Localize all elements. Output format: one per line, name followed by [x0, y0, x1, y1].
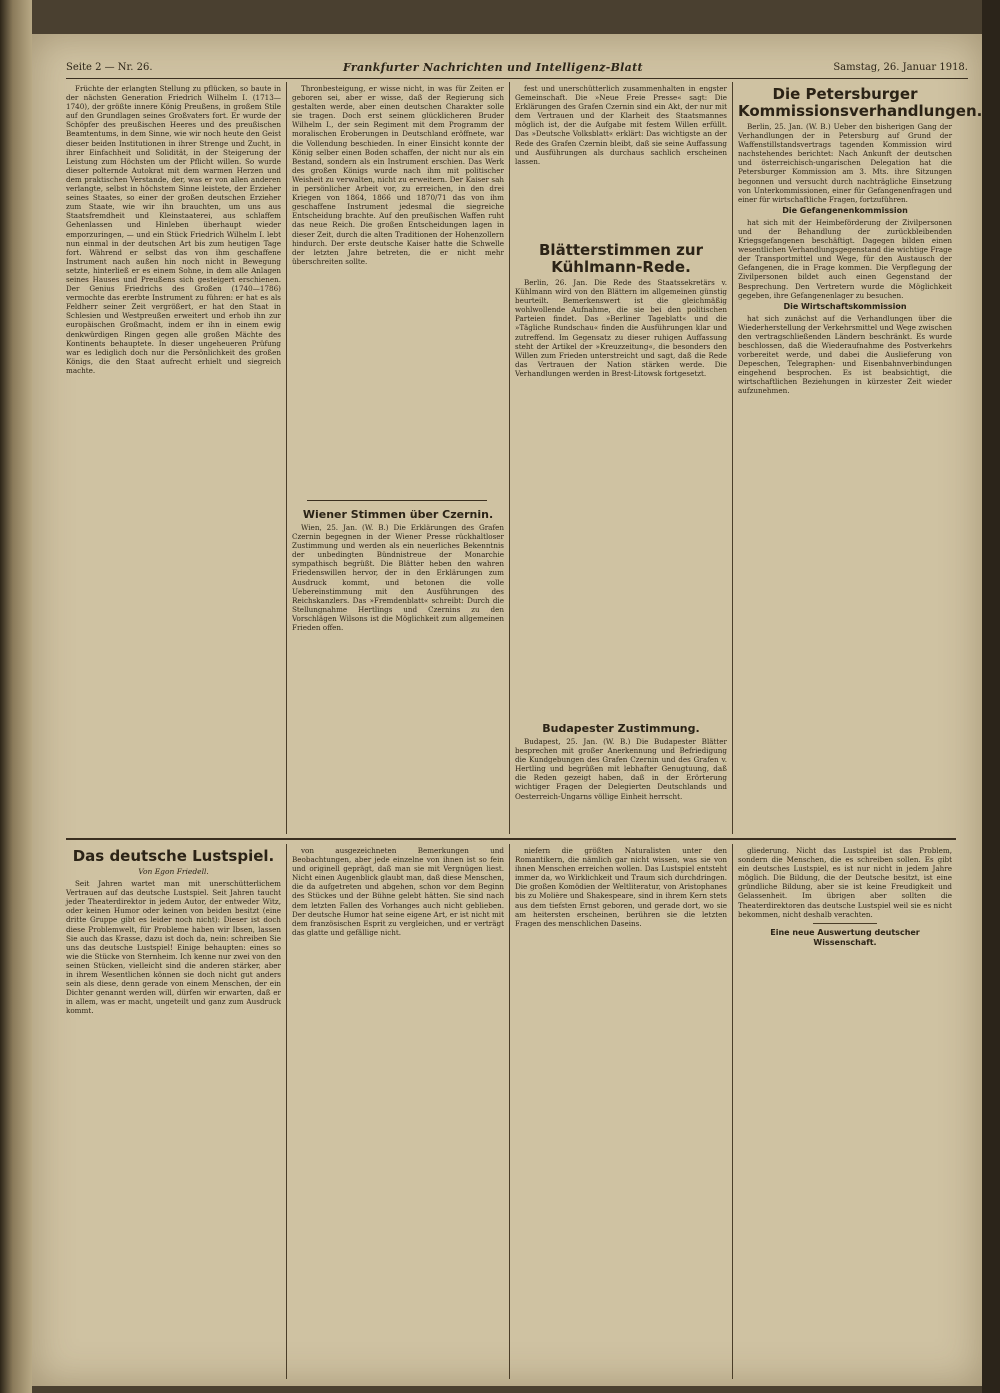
page-number: Seite 2 — Nr. 26.	[66, 61, 153, 73]
feuilleton-divider	[66, 838, 956, 840]
petersburger-title: Die Petersburger Kommissionsverhandlungen.	[738, 85, 983, 120]
closing-article-title: Eine neue Auswertung deutscher Wissenschaft.	[770, 927, 920, 947]
newspaper-title: Frankfurter Nachrichten und Intelligenz-Blatt	[342, 60, 643, 74]
short-divider	[813, 923, 877, 924]
feuilleton-column-3	[515, 846, 727, 1376]
wirtschaftskommission-title: Die Wirtschaftskommission	[783, 301, 907, 311]
feuilleton-column-2-text: von ausgezeichneten Bemerkungen und Beobachtungen, aber jede einzelne von ihnen ist so fein und originell geprägt, daß man sie mit Vergnügen liest. Nicht einen Augenblick glaubt man, daß diese Menschen, die da aufgetreten und abgehen, schon vor dem Beginn des Stückes und der Bühne gelebt hätten. Sie sind nach dem letzten Fallen des Vorhanges auch nicht geblieben. Der deutsche Humor hat seine eigene Art, er ist nicht mit dem französischen Esprit zu vergleichen, und er verträgt das glatte und gefällige nicht.	[292, 846, 504, 937]
budapester-title: Budapester Zustimmung.	[542, 722, 700, 735]
top-column-1-text: Früchte der erlangten Stellung zu pflücken, so baute in der nächsten Generation Friedrich Wilhelm I. (1713—1740), der größte innere König Preußens, in großem Stile auf den Grundlagen seines Großvaters fort. Er wurde der Schöpfer des preußischen Heeres und des preußischen Beamtentums, in dem Sinne, wie wir noch heute den Geist dieser beiden Institutionen in ihrer Strenge und Zucht, in ihrer Einfachheit und Solidität, in der Steigerung der Leistung zum Höchsten um der Pflicht willen. So wurde dieser polternde Autokrat mit dem warmen Herzen und dem praktischen Verstande, der, was er von allen anderen verlangte, selbst in höchstem Sinne leistete, der Erzieher seines Staates, so einer der großen deutschen Erzieher zum Staate, wie wir ihn brauchten, um uns aus Staatsfremdheit und Kleinstaaterei, aus schlaffem Gehenlassen und Hinleben überhaupt wieder emporzuringen, — und ein Stück Friedrich Wilhelm I. lebt nun einmal in der deutschen Art bis zum heutigen Tage fort. Während er selbst das von ihm geschaffene Instrument nach außen hin noch nicht in Bewegung setzte, hinterließ er es einem Sohne, in dem alle Anlagen seines Hauses und Preußens sich gesteigert erschienen. Der Genius Friedrichs des Großen (1740—1786) vermochte das ererbte Instrument zu führen: er hat es als Feldherr seiner Zeit vergrößert, er hat den Staat in Schlesien und Westpreußen erweitert und erhob ihn zur europäischen Großmacht, indem er ihn in einem ewig denkwürdigen Ringen gegen alle großen Mächte des Kontinents behauptete. In dieser ungeheueren Prüfung war es lediglich doch nur die Persönlichkeit des großen Königs, die den Staat aufrecht erhielt und siegreich machte.	[66, 84, 281, 375]
top-column-2	[292, 84, 504, 494]
column-divider	[732, 82, 733, 834]
feuilleton-title: Das deutsche Lustspiel.	[72, 847, 275, 865]
feuilleton-column-3-text: niefern die größten Naturalisten unter den Romantikern, die nämlich gar nicht wissen, was sie von ihnen Menschen erreichen wollen. Das Lustspiel entsteht immer da, wo Wirklichkeit und Traum sich durchdringen. Die großen Komödien der Weltliteratur, von Aristophanes bis zu Molière und Shakespeare, sind in ihrem Kern stets aus dem tiefsten Ernst geboren, und gerade dort, wo sie am heitersten erscheinen, berühren sie die letzten Fragen des menschlichen Daseins.	[515, 846, 727, 928]
budapester-text: Budapest, 25. Jan. (W. B.) Die Budapester Blätter besprechen mit großer Anerkennung und Befriedigung die Kundgebungen des Grafen Czernin und des Grafen v. Hertling und begrüßen mit lebhafter Genugtuung, daß die Reden gezeigt haben, daß in der Erörterung wichtiger Fragen der Delegierten Deutschlands und Oesterreich-Ungarns völlige Einheit herrscht.	[515, 737, 727, 801]
top-column-2-text: Thronbesteigung, er wisse nicht, in was für Zeiten er geboren sei, aber er wisse, daß der Regierung sich gestalten werde, aber einen deutschen Charakter solle sie tragen. Doch erst seinem glücklicheren Bruder Wilhelm I., der sein Regiment mit dem Programm der moralischen Eroberungen in Deutschland eröffnete, war die Vollendung beschieden. In einer Einsicht konnte der König selber einen Boden schaffen, der nicht nur als ein Bestand, sondern als ein Instrument erschien. Das Werk des großen Königs wurde nach ihm mit politischer Weisheit zu verwalten, nicht zu erweitern. Der Kaiser sah in persönlicher Arbeit vor, zu erreichen, in den drei Kriegen von 1864, 1866 und 1870/71 das von ihm geschaffene Instrument jedesmal die siegreiche Entscheidung brachte. Auf den preußischen Waffen ruht das neue Reich. Die großen Entscheidungen lagen in dieser Zeit, durch die alten Traditionen der Hohenzollern hindurch. Der erste deutsche Kaiser hatte die Schwelle der letzten Jahre betreten, die er nicht mehr überschreiten sollte.	[292, 84, 504, 266]
wiener-stimmen-article	[292, 506, 504, 832]
feuilleton-column-4	[738, 846, 952, 1376]
section-divider	[307, 500, 487, 501]
column-divider	[509, 82, 510, 834]
page-header	[66, 58, 968, 79]
book-binding	[0, 0, 32, 1393]
column-divider	[509, 844, 510, 1379]
feuilleton-column-2	[292, 846, 504, 1376]
blaetterstimmen-title: Blätterstimmen zur Kühlmann-Rede.	[539, 241, 703, 276]
budapester-article	[515, 720, 727, 832]
feuilleton-column-1	[66, 846, 281, 1376]
top-column-4-text: Berlin, 25. Jan. (W. B.) Ueber den bisherigen Gang der Verhandlungen der in Petersburg auf Grund der Waffenstillstandsvertrags tagenden Kommission wird nachstehendes berichtet: Nach Ankunft der deutschen und österreichisch-ungarischen Delegation hat die Petersburger Kommission am 3. Mts. ihre Sitzungen begonnen und versucht durch nachträgliche Einsetzung von Unterkommissionen, einer für Gefangenenfragen und einer für wirtschaftliche Fragen, fortzuführen.	[738, 122, 952, 204]
blaetterstimmen-text: Berlin, 26. Jan. Die Rede des Staatssekretärs v. Kühlmann wird von den Blättern im allgemeinen günstig beurteilt. Bemerkenswert ist die gleichmäßig wohlwollende Aufnahme, die sie bei den politischen Parteien findet. Das »Berliner Tageblatt« und die »Tägliche Rundschau« finden die Ausführungen klar und zutreffend. Im Gegensatz zu dieser ruhigen Auffassung steht der Artikel der »Kreuzzeitung«, die besonders den Willen zum Frieden unterstreicht und sagt, daß die Rede das Vertrauen der Nation stärken werde. Die Verhandlungen werden in Brest-Litowsk fortgesetzt.	[515, 278, 727, 378]
top-column-3	[515, 84, 727, 234]
gefangenenkommission-text: hat sich mit der Heimbeförderung der Zivilpersonen und der Behandlung der zurückbleibenden Kriegsgefangenen beschäftigt. Dagegen bilden einen wesentlichen Verhandlungsgegenstand die wichtige Frage der Transportmittel und Wege, für den Austausch der Gefangenen, die in Frage kommen. Die Verpflegung der Zivilpersonen bildet auch einen Gegenstand der Besprechung. Den Vertretern wurde die Möglichkeit gegeben, ihre Gefangenenlager zu besuchen.	[738, 217, 952, 300]
feuilleton-column-1-text: Seit Jahren wartet man mit unerschütterlichem Vertrauen auf das deutsche Lustspiel. Seit Jahren taucht jeder Theaterdirektor in jedem Autor, der entweder Witz, oder keinen Humor oder keinen von beiden besitzt (eine dritte Gruppe gibt es leider noch nicht): Dieser ist doch diese Problemwelt, für Probleme haben wir Ibsen, lassen Sie auch das Krasse, dazu ist doch da, nein: schreiben Sie uns das deutsche Lustspiel! Einige behaupten: eines so wie die Stücke von Sternheim. Ich kenne nur zwei von den seinen Stücken, vielleicht sind die anderen stärker, aber in ihrem Wesentlichen können sie doch nicht gut anders sein als diese, denn gerade von einem Menschen, der ein Dichter genannt werden will, dürfen wir erwarten, daß er in allem, was er macht, ungeteilt und ganz zum Ausdruck kommt.	[66, 879, 281, 1016]
wiener-stimmen-title: Wiener Stimmen über Czernin.	[302, 508, 494, 521]
newspaper-page	[32, 34, 982, 1386]
top-column-4	[738, 84, 983, 832]
top-column-1	[66, 84, 281, 832]
gefangenenkommission-title: Die Gefangenenkommission	[782, 205, 908, 215]
issue-date: Samstag, 26. Januar 1918.	[833, 61, 968, 73]
column-divider	[286, 82, 287, 834]
column-divider	[732, 844, 733, 1379]
feuilleton-column-4-text: gliederung. Nicht das Lustspiel ist das Problem, sondern die Menschen, die es schreiben sollen. Es gibt ein deutsches Lustspiel, es ist nur nicht in jedem Jahre möglich. Die Bildung, die der Deutsche besitzt, ist eine gründliche Bildung, aber sie ist keine Freudigkeit und Gelassenheit. Im übrigen aber sollten die Theaterdirektoren das deutsche Lustspiel weil sie es nicht bekommen, nicht deshalb verachten.	[738, 846, 952, 919]
feuilleton-author: Von Egon Friedell.	[138, 867, 209, 876]
wirtschaftskommission-text: hat sich zunächst auf die Verhandlungen über die Wiederherstellung der Verkehrsmittel und Wege zwischen den vertragschließenden Ländern beschränkt. Es wurde beschlossen, daß die Wiederaufnahme des Postverkehrs vorbereitet werde, und dabei die Auslieferung von Depeschen, Telegraphen- und Eisenbahnverbindungen eingehend besprochen. Es ist beabsichtigt, die wirtschaftlichen Beziehungen in kürzester Zeit wieder aufzunehmen.	[738, 313, 952, 396]
column-divider	[286, 844, 287, 1379]
top-column-3-text: fest und unerschütterlich zusammenhalten in engster Gemeinschaft. Die »Neue Freie Presse« sagt: Die Erklärungen des Grafen Czernin sind ein Akt, der nur mit dem Vertrauen und der Klarheit des Staatsmannes möglich ist, der die Aufgabe mit festem Willen erfüllt. Das »Deutsche Volksblatt« erklärt: Das wichtigste an der Rede des Grafen Czernin bleibt, daß sie seine Auffassung und Ausführungen als durchaus sachlich erscheinen lassen.	[515, 84, 727, 166]
wiener-stimmen-text: Wien, 25. Jan. (W. B.) Die Erklärungen des Grafen Czernin begegnen in der Wiener Presse rückhaltloser Zustimmung und werden als ein neuerliches Bekenntnis der unbedingten Bündnistreue der Monarchie sympathisch begrüßt. Die Blätter heben den wahren Friedenswillen hervor, der in den Erklärungen zum Ausdruck kommt, und betonen die volle Uebereinstimmung mit den Ausführungen des Reichskanzlers. Das »Fremdenblatt« schreibt: Durch die Stellungnahme Hertlings und Czernins zu den Vorschlägen Wilsons ist die Möglichkeit zum allgemeinen Frieden offen.	[292, 523, 504, 633]
blaetterstimmen-article	[515, 240, 727, 650]
right-page-edge	[982, 0, 1000, 1393]
